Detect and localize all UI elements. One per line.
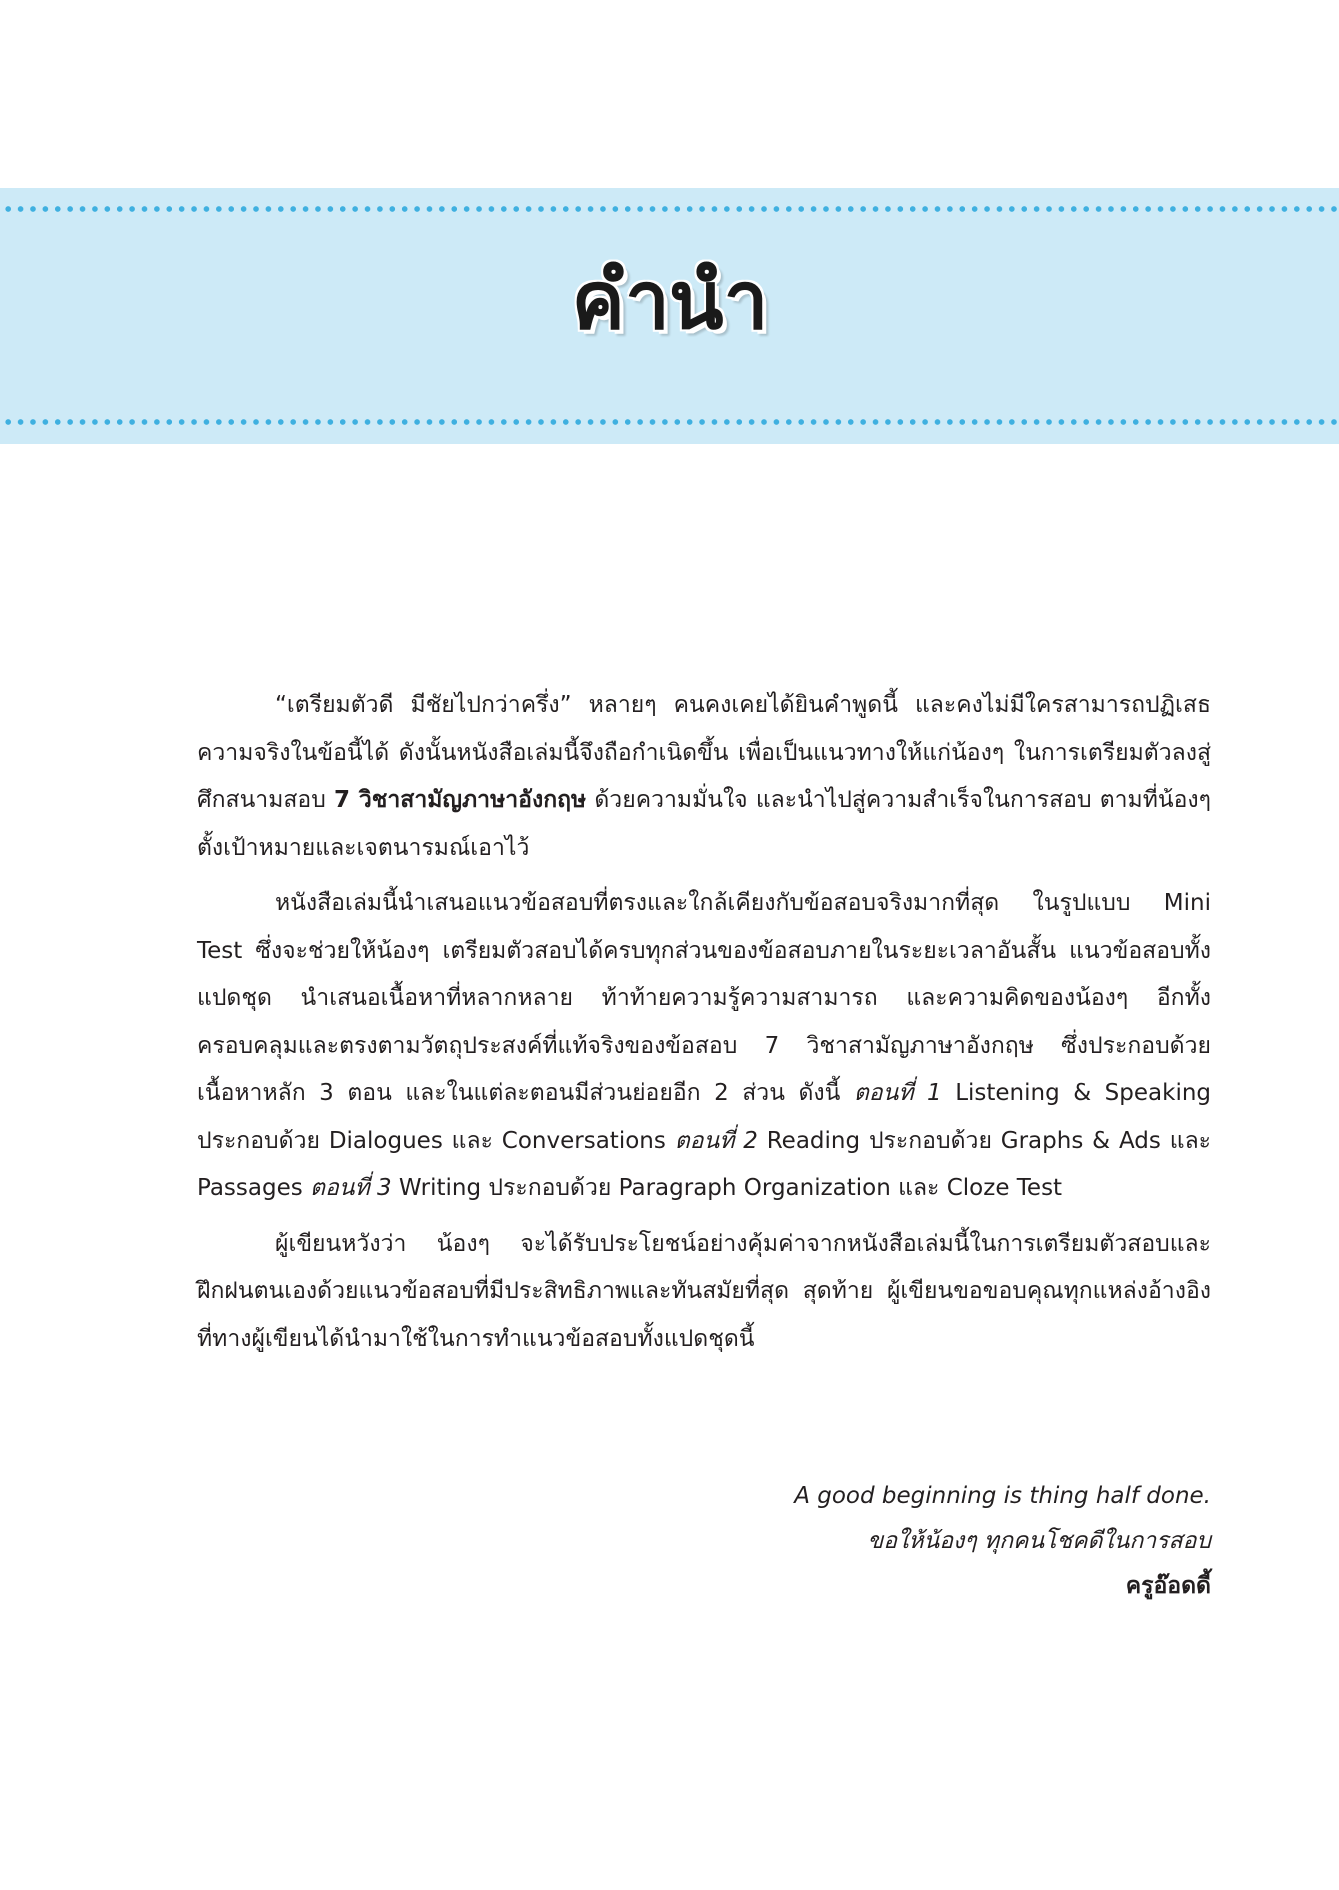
paragraph-1-text-b: ด้วยความมั่นใจ และนำไปสู่ความสำเร็จในการสอบ ตามที่น้องๆ ตั้งเป้าหมายและเจตนารมณ์เอาไว้	[197, 787, 1212, 861]
title-banner	[0, 188, 1339, 444]
signature-block	[794, 1474, 1211, 1609]
dotted-divider-top	[0, 205, 1339, 213]
paragraph-3-text: ผู้เขียนหวังว่า น้องๆ จะได้รับประโยชน์อย่างคุ้มค่าจากหนังสือเล่มนี้ในการเตรียมตัวสอบและฝึกฝนตนเองด้วยแนวข้อสอบที่มีประสิทธิภาพและทันสมัยที่สุด สุดท้าย ผู้เขียนขอขอบคุณทุกแหล่งอ้างอิงที่ทางผู้เขียนได้นำมาใช้ในการทำแนวข้อสอบทั้งแปดชุดนี้	[197, 1230, 1211, 1352]
paragraph-2-part-1: ตอนที่ 1	[853, 1080, 942, 1106]
signature-quote: A good beginning is thing half done.	[794, 1483, 1211, 1509]
paragraph-2-text-c: Reading ประกอบด้วย Graphs & Ads และ Passages	[197, 1127, 1212, 1201]
paragraph-3	[197, 1221, 1211, 1364]
paragraph-2-part-3: ตอนที่ 3	[310, 1175, 392, 1201]
signature-wish: ขอให้น้องๆ ทุกคนโชคดีในการสอบ	[867, 1528, 1211, 1554]
paragraph-1	[197, 682, 1211, 872]
paragraph-2-part-2: ตอนที่ 2	[674, 1127, 758, 1154]
paragraph-2-text-b: Listening & Speaking ประกอบด้วย Dialogues และ Conversations	[197, 1080, 1212, 1154]
paragraph-2-text-d: Writing ประกอบด้วย Paragraph Organization และ Cloze Test	[391, 1175, 1063, 1201]
paragraph-2-text-a: หนังสือเล่มนี้นำเสนอแนวข้อสอบที่ตรงและใกล้เคียงกับข้อสอบจริงมากที่สุด ในรูปแบบ Mini Test ซึ่งจะช่วยให้น้องๆ เตรียมตัวสอบได้ครบทุกส่วนของข้อสอบภายในระยะเวลาอันสั้น แนวข้อสอบทั้งแปดชุด นำเสนอเนื้อหาที่หลากหลาย ท้าท้ายความรู้ความสามารถ และความคิดของน้องๆ อีกทั้งครอบคลุมและตรงตามวัตถุประสงค์ที่แท้จริงของข้อสอบ 7 วิชาสามัญภาษาอังกฤษ ซึ่งประกอบด้วยเนื้อหาหลัก 3 ตอน และในแต่ละตอนมีส่วนย่อยอีก 2 ส่วน ดังนี้	[197, 890, 1211, 1106]
paragraph-2	[197, 880, 1211, 1213]
page-title: คำนำ	[571, 254, 768, 347]
author-name: ครูอ๊อดดี้	[1125, 1573, 1211, 1599]
paragraph-1-text-a: “เตรียมตัวดี มีชัยไปกว่าครึ่ง” หลายๆ คนคงเคยได้ยินคำพูดนี้ และคงไม่มีใครสามารถปฏิเสธความจริงในข้อนี้ได้ ดังนั้นหนังสือเล่มนี้จึงถือกำเนิดขึ้น เพื่อเป็นแนวทางให้แก่น้องๆ ในการเตรียมตัวลงสู่ศึกสนามสอบ	[197, 692, 1211, 813]
preface-body	[197, 682, 1211, 1371]
dotted-divider-bottom	[0, 418, 1339, 426]
paragraph-1-bold-subject: 7 วิชาสามัญภาษาอังกฤษ	[333, 787, 587, 813]
